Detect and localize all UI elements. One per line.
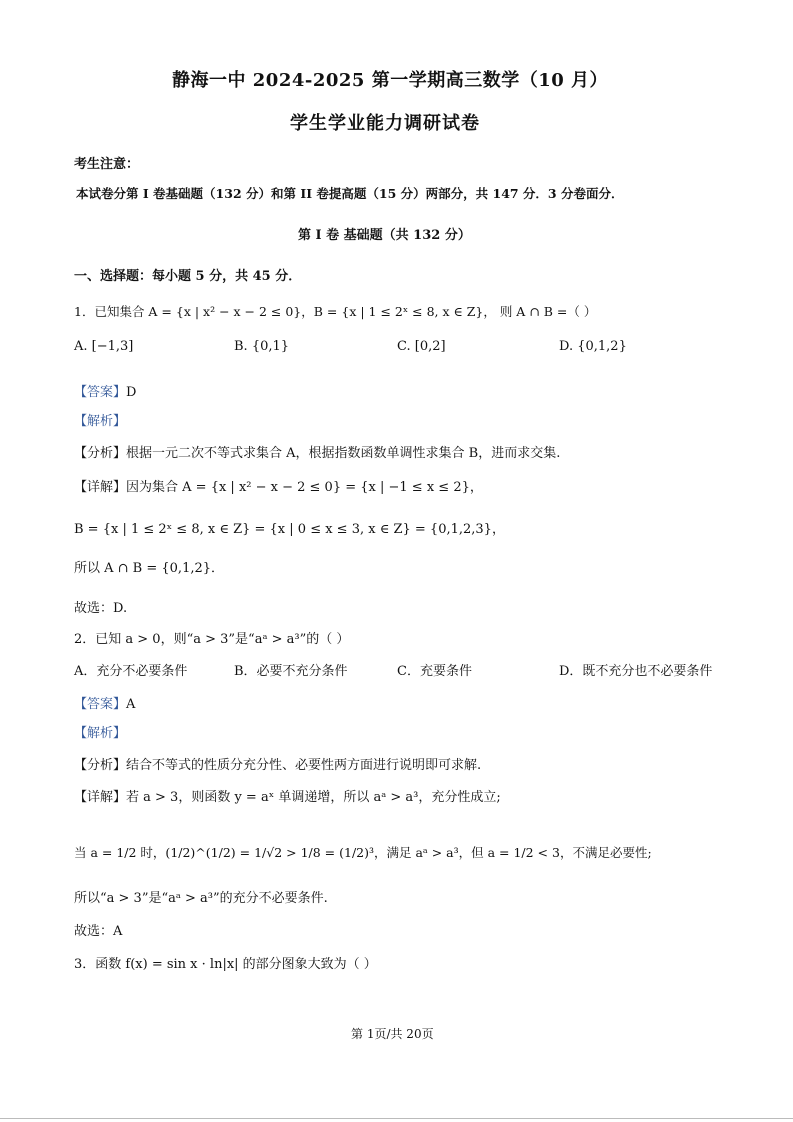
q2-option-c: C．充要条件 xyxy=(397,664,472,679)
notice-text: 本试卷分第 I 卷基础题（132 分）和第 II 卷提高题（15 分）两部分，共 147 分．3 分卷面分． xyxy=(76,186,624,201)
fenxi-text: 结合不等式的性质分充分性、必要性两方面进行说明即可求解. xyxy=(126,758,482,773)
q1-option-b: B. {0,1} xyxy=(234,339,290,354)
q1-fenxi xyxy=(74,442,560,461)
q1-choose: 故选：D. xyxy=(74,601,128,616)
section-heading: 第 I 卷 基础题（共 132 分） xyxy=(298,228,471,243)
fenxi-tag: 【分析】 xyxy=(74,758,127,773)
fenxi-tag: 【分析】 xyxy=(74,446,127,461)
q2-option-d: D．既不充分也不必要条件 xyxy=(559,664,713,679)
q2-detail2: 当 a = 1/2 时，(1/2)^(1/2) = 1/√2 > 1/8 = (1/2)³，满足 aᵃ > a³，但 a = 1/2 < 3，不满足必要性; xyxy=(74,845,652,860)
notice-label: 考生注意： xyxy=(74,157,140,172)
q2-fenxi xyxy=(74,754,481,773)
q1-detail3: 所以 A ∩ B = {0,1,2}． xyxy=(74,561,225,576)
fenxi-text: 根据一元二次不等式求集合 A，根据指数函数单调性求集合 B，进而求交集. xyxy=(126,446,561,461)
answer-value: D xyxy=(126,385,137,400)
q1-analysis-tag: 【解析】 xyxy=(74,414,127,429)
q2-detail1 xyxy=(74,786,501,805)
q1-option-a: A. [−1,3] xyxy=(74,339,134,354)
q1-detail2: B = {x | 1 ≤ 2ˣ ≤ 8, x ∈ Z} = {x | 0 ≤ x ≤ 3, x ∈ Z} = {0,1,2,3}， xyxy=(74,522,505,537)
q2-detail3: 所以“a > 3”是“aᵃ > a³”的充分不必要条件. xyxy=(74,891,328,906)
detail-text: 若 a > 3，则函数 y = aˣ 单调递增，所以 aᵃ > a³，充分性成立; xyxy=(126,790,501,805)
q1-answer xyxy=(74,381,136,400)
page-bottom-divider xyxy=(0,1118,793,1119)
detail-text: 因为集合 A = {x | x² − x − 2 ≤ 0} = {x | −1 ≤ x ≤ 2}， xyxy=(126,480,483,495)
q2-analysis-tag: 【解析】 xyxy=(74,726,127,741)
q2-answer xyxy=(74,693,135,712)
q3-stem: 3．函数 f(x) = sin x · ln|x| 的部分图象大致为（ ） xyxy=(74,957,377,972)
q2-choose: 故选：A xyxy=(74,924,123,939)
detail-tag: 【详解】 xyxy=(74,790,127,805)
part-title: 一、选择题：每小题 5 分，共 45 分． xyxy=(74,269,302,284)
q2-stem: 2．已知 a > 0，则“a > 3”是“aᵃ > a³”的（ ） xyxy=(74,632,350,647)
answer-tag: 【答案】 xyxy=(74,697,127,712)
q1-detail1 xyxy=(74,476,483,495)
detail-tag: 【详解】 xyxy=(74,480,127,495)
title-line2: 学生学业能力调研试卷 xyxy=(290,113,480,134)
q1-option-d: D. {0,1,2} xyxy=(559,339,627,354)
page-number: 第 1页/共 20页 xyxy=(351,1027,434,1041)
answer-value: A xyxy=(126,697,136,712)
title-line1: 静海一中 2024-2025 第一学期高三数学（10 月） xyxy=(172,70,609,91)
answer-tag: 【答案】 xyxy=(74,385,127,400)
q2-option-a: A．充分不必要条件 xyxy=(74,664,188,679)
q1-stem: 1．已知集合 A = {x | x² − x − 2 ≤ 0}，B = {x | 1 ≤ 2ˣ ≤ 8, x ∈ Z}， 则 A ∩ B =（ ） xyxy=(74,304,597,319)
q2-option-b: B．必要不充分条件 xyxy=(234,664,348,679)
q1-option-c: C. [0,2] xyxy=(397,339,446,354)
